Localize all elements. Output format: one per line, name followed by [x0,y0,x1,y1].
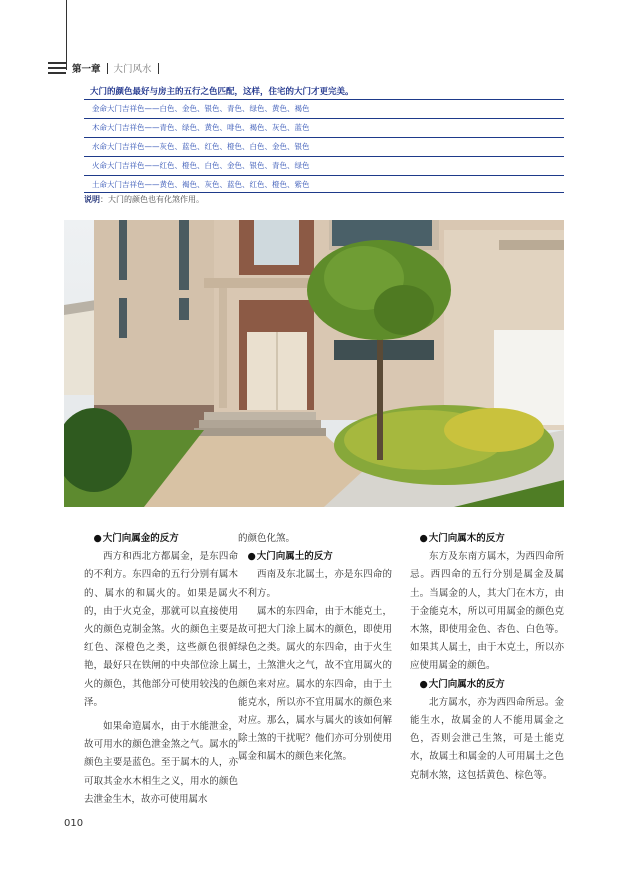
header-separator [107,63,108,74]
page-number: 010 [64,818,84,829]
text-column-1 [84,530,238,809]
running-header [48,60,159,76]
note-label: 说明 [84,195,100,204]
color-table-title: 大门的颜色最好与房主的五行之色匹配，这样，住宅的大门才更完美。 [90,87,354,97]
table-rule [84,99,564,100]
header-separator-end [158,63,159,74]
section-heading-metal: ● 大门向属金的反方 [84,530,238,548]
color-row-water: 水命大门吉祥色——灰色、蓝色、红色、橙色、白色、金色、银色 [92,142,310,151]
chapter-label: 第一章 [72,64,101,75]
paragraph: 属木的东四命，由于木能克土，故可把大门涂上属木的颜色，即使用绿色之类。属火的东四命，由于火生土，土煞泄火之气，故不宜用属火的颜色来对应。属水的东四命，由于土能克水，所以亦不宜用属水的颜色来对应。那么，属水与属火的该如何解除土煞的干扰呢？他们亦可分别使用属金和属木的颜色来化煞。 [238,605,392,763]
color-row-earth: 土命大门吉祥色——黄色、褐色、灰色、蓝色、红色、橙色、紫色 [92,180,310,189]
section-heading-earth: ● 大门向属土的反方 [238,548,392,566]
paragraph: 北方属水，亦为西四命所忌。金能生水，故属金的人不能用属金之色，否则会泄己生煞，可是土能克水，故属土和属金的人可用属土之色克制水煞，这包括黄色、棕色等。 [410,696,564,781]
color-row-fire: 火命大门吉祥色——红色、橙色、白色、金色、银色、青色、绿色 [92,161,310,170]
note-text: ：大门的颜色也有化煞作用。 [100,195,204,204]
text-column-2 [238,530,392,767]
table-note [84,194,204,205]
table-rule [84,175,564,176]
chapter-bars-icon [48,62,66,74]
table-rule [84,156,564,157]
paragraph: 西南及东北属土，亦是东四命的不利方。 [238,569,392,599]
house-entrance-photo [64,220,564,507]
color-row-metal: 金命大门吉祥色——白色、金色、银色、青色、绿色、黄色、褐色 [92,104,310,113]
color-row-wood: 木命大门吉祥色——青色、绿色、黄色、啡色、褐色、灰色、蓝色 [92,123,310,132]
text-column-3 [410,530,564,785]
section-label: 大门风水 [113,64,152,75]
table-rule [84,118,564,119]
table-rule [84,137,564,138]
paragraph: 东方及东南方属木，为西四命所忌。西四命的五行分别是属金及属土。当属金的人，其大门在木方，由于金能克木，所以可用属金的颜色克木煞，即使用金色、杏色、白色等。如果其人属土，由于木克土，所以亦应使用属金的颜色。 [410,551,564,672]
paragraph: 的颜色化煞。 [238,533,296,544]
section-heading-water: ● 大门向属水的反方 [410,676,564,694]
paragraph: 如果命造属水，由于水能泄金，故可用水的颜色泄金煞之气。属水的颜色主要是蓝色。至于属木的人，亦可取其金水木相生之义，用水的颜色去泄金生木，故亦可使用属水 [84,721,238,805]
section-heading-wood: ● 大门向属木的反方 [410,530,564,548]
table-rule [84,192,564,193]
paragraph: 西方和西北方都属金，是东四命的不利方。东四命的五行分别有属木的、属水的和属火的。如果是属火的，由于火克金，那就可以直接使用火的颜色克制金煞。火的颜色主要是红色、深橙色之类，这些颜色很鲜艳，最好只在铁闸的中央部位涂上属火的颜色，其他部分可使用较浅的色泽。 [84,551,238,708]
